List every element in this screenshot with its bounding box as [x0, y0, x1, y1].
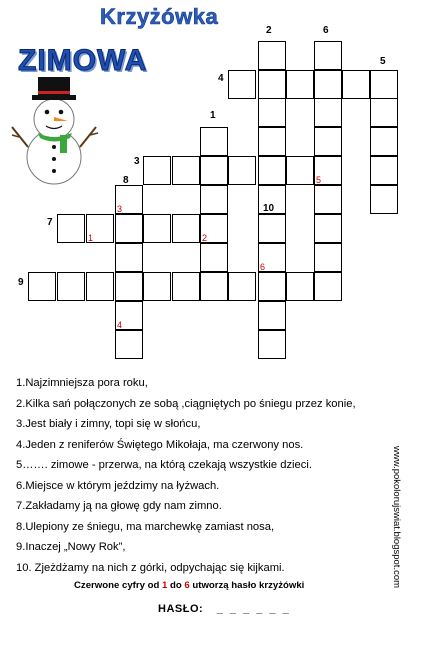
crossword-cell[interactable] — [258, 70, 286, 99]
crossword-cell[interactable] — [370, 185, 398, 214]
crossword-cell[interactable] — [370, 70, 398, 99]
crossword-cell[interactable] — [200, 156, 228, 185]
crossword-cell[interactable] — [258, 214, 286, 243]
crossword-cell[interactable] — [258, 272, 286, 301]
website-url: www.pokolorujswiat.blogspot.com — [391, 446, 402, 589]
crossword-cell[interactable] — [370, 98, 398, 127]
password-hint: Czerwone cyfry od 1 do 6 utworzą hasło krzyżówki — [74, 580, 305, 591]
clue-9: 9.Inaczej „Nowy Rok”, — [16, 541, 126, 553]
crossword-cell[interactable] — [370, 156, 398, 185]
crossword-cell[interactable] — [314, 127, 342, 156]
crossword-cell[interactable] — [115, 272, 143, 301]
clue-8: 8.Ulepiony ze śniegu, ma marchewkę zamiast nosa, — [16, 520, 275, 533]
clue-number-10: 10 — [263, 203, 275, 214]
crossword-cell[interactable] — [314, 70, 342, 99]
secret-letter-mark-3: 3 — [117, 204, 123, 214]
clue-number-4: 4 — [218, 73, 224, 84]
crossword-cell[interactable] — [314, 272, 342, 301]
crossword-cell[interactable] — [172, 214, 200, 243]
crossword-cell[interactable] — [286, 272, 314, 301]
crossword-cell[interactable] — [286, 70, 314, 99]
crossword-cell[interactable] — [342, 70, 370, 99]
crossword-cell[interactable] — [172, 156, 200, 185]
crossword-cell[interactable] — [143, 156, 171, 185]
clue-3: 3.Jest biały i zimny, topi się w słońcu, — [16, 418, 201, 430]
clue-number-2: 2 — [266, 25, 272, 36]
password-label: HASŁO: — [158, 603, 204, 615]
crossword-cell[interactable] — [115, 330, 143, 359]
title-zimowa: ZIMOWA — [18, 44, 148, 77]
crossword-cell[interactable] — [200, 127, 228, 156]
crossword-cell[interactable] — [314, 185, 342, 214]
secret-letter-mark-4: 4 — [117, 320, 123, 330]
crossword-cell[interactable] — [370, 127, 398, 156]
password-blanks[interactable]: _ _ _ _ _ _ — [216, 603, 291, 615]
secret-letter-mark-5: 5 — [316, 175, 322, 185]
clue-5: 5……. zimowe - przerwa, na którą czekają wszystkie dzieci. — [16, 459, 312, 471]
password-field — [158, 603, 291, 615]
crossword-cell[interactable] — [200, 243, 228, 272]
clue-7: 7.Zakładamy ją na głowę gdy nam zimno. — [16, 500, 222, 512]
crossword-cell[interactable] — [115, 243, 143, 272]
crossword-cell[interactable] — [258, 330, 286, 359]
crossword-cell[interactable] — [314, 243, 342, 272]
crossword-cell[interactable] — [57, 272, 85, 301]
crossword-cell[interactable] — [172, 272, 200, 301]
clue-number-8: 8 — [123, 175, 129, 186]
crossword-cell[interactable] — [143, 214, 171, 243]
clue-4: 4.Jeden z reniferów Świętego Mikołaja, ma czerwony nos. — [16, 438, 304, 451]
crossword-cell[interactable] — [28, 272, 56, 301]
clue-number-6: 6 — [323, 25, 329, 36]
clue-number-1: 1 — [210, 110, 216, 121]
clue-number-5: 5 — [380, 56, 386, 67]
hint-to-number: 6 — [184, 580, 190, 591]
crossword-cell[interactable] — [228, 272, 256, 301]
secret-letter-mark-1: 1 — [88, 233, 94, 243]
title-krzyzowka: Krzyżówka — [100, 4, 219, 29]
clue-number-9: 9 — [18, 277, 24, 288]
crossword-cell[interactable] — [258, 127, 286, 156]
crossword-cell[interactable] — [115, 214, 143, 243]
snowman-illustration — [10, 75, 100, 190]
crossword-cell[interactable] — [314, 98, 342, 127]
clue-2: 2.Kilka sań połączonych ze sobą ,ciągniętych po śniegu przez konie, — [16, 397, 356, 410]
clue-6: 6.Miejsce w którym jeździmy na łyżwach. — [16, 479, 220, 492]
crossword-cell[interactable] — [286, 156, 314, 185]
crossword-cell[interactable] — [57, 214, 85, 243]
crossword-cell[interactable] — [143, 272, 171, 301]
clue-number-3: 3 — [134, 156, 140, 167]
secret-letter-mark-2: 2 — [202, 233, 208, 243]
clue-1: 1.Najzimniejsza pora roku, — [16, 377, 148, 389]
secret-letter-mark-6: 6 — [260, 262, 266, 272]
crossword-cell[interactable] — [200, 185, 228, 214]
clue-number-7: 7 — [47, 217, 53, 228]
crossword-cell[interactable] — [86, 272, 114, 301]
clue-10: 10. Zjeżdżamy na nich z górki, odpychając się kijkami. — [16, 561, 285, 574]
crossword-cell[interactable] — [314, 214, 342, 243]
crossword-cell[interactable] — [258, 41, 286, 70]
clue-list — [16, 373, 356, 578]
crossword-cell[interactable] — [200, 272, 228, 301]
crossword-cell[interactable] — [258, 98, 286, 127]
hint-from-number: 1 — [161, 580, 168, 591]
crossword-cell[interactable] — [228, 70, 256, 99]
crossword-cell[interactable] — [314, 41, 342, 70]
crossword-cell[interactable] — [258, 301, 286, 330]
crossword-cell[interactable] — [228, 156, 256, 185]
crossword-cell[interactable] — [258, 156, 286, 185]
